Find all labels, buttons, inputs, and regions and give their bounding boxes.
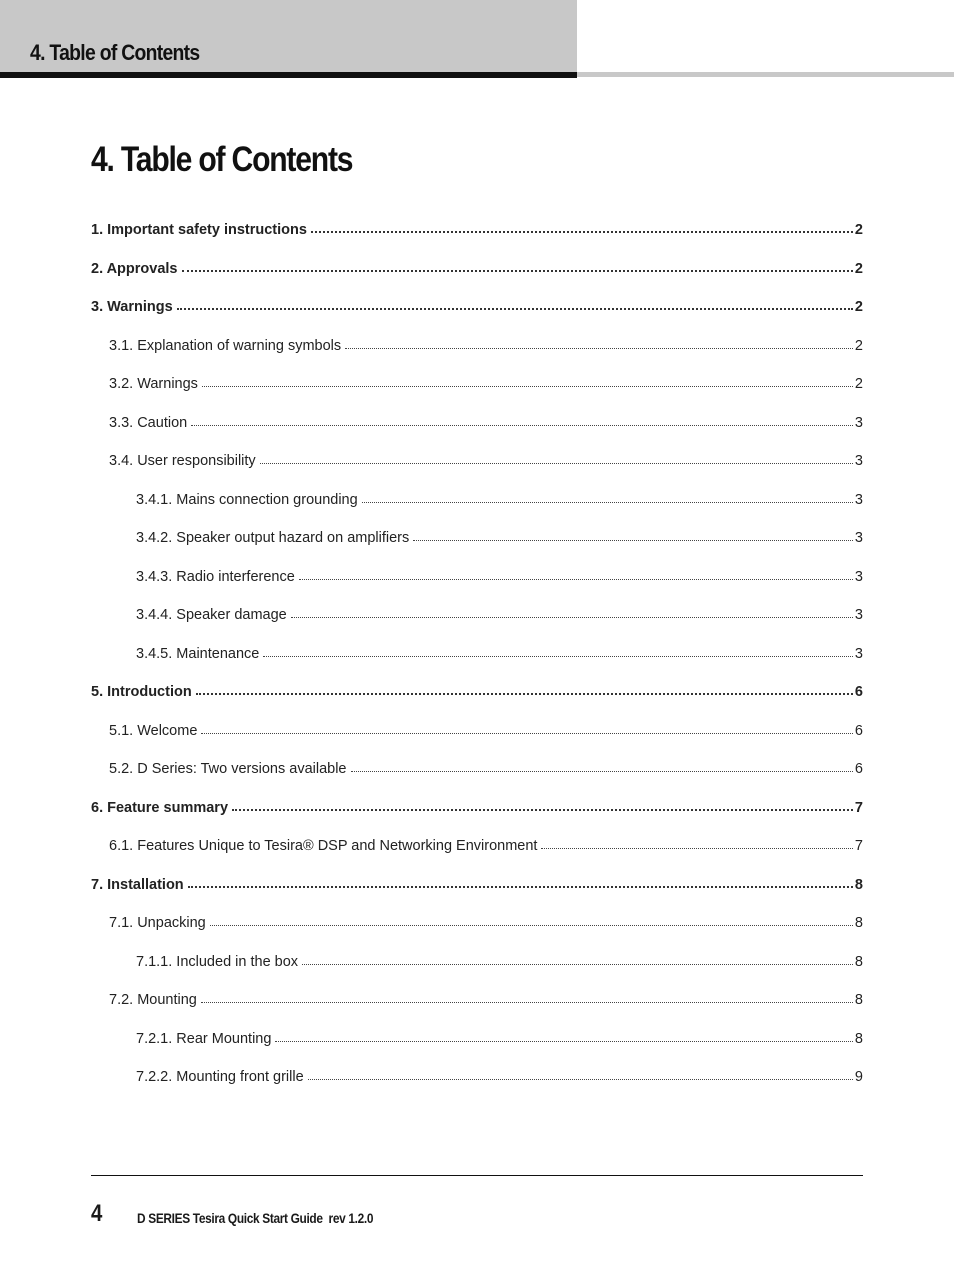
toc-entry-label: 2. Approvals <box>91 260 178 277</box>
header-section-title: 4. Table of Contents <box>30 40 200 65</box>
toc-entry-page: 6 <box>854 722 863 739</box>
toc-entry[interactable] <box>91 954 863 993</box>
toc-entry-label: 3.4.3. Radio interference <box>136 568 295 585</box>
toc-dot-leader <box>541 848 852 849</box>
toc-entry-page: 7 <box>854 838 863 854</box>
toc-entry[interactable] <box>91 299 863 338</box>
toc-entry-label: 3.4.4. Speaker damage <box>136 607 287 623</box>
toc-entry[interactable] <box>91 915 863 954</box>
toc-dot-leader <box>351 771 853 772</box>
toc-entry-label: 3.4.2. Speaker output hazard on amplifiers <box>136 530 410 546</box>
toc-entry[interactable] <box>91 261 863 300</box>
toc-dot-leader <box>345 348 853 349</box>
page-title: 4. Table of Contents <box>91 140 353 179</box>
toc-entry-page: 3 <box>854 568 863 585</box>
footer-page-number: 4 <box>91 1200 103 1227</box>
toc-entry-label: 7.2. Mounting <box>109 992 197 1008</box>
toc-entry-label: 7.2.1. Rear Mounting <box>136 1030 272 1047</box>
toc-entry-label: 6. Feature summary <box>91 799 229 816</box>
toc-entry[interactable] <box>91 838 863 877</box>
toc-entry-label: 3. Warnings <box>91 299 173 315</box>
toc-dot-leader <box>232 809 853 811</box>
toc-entry-label: 5.2. D Series: Two versions available <box>109 761 347 777</box>
toc-dot-leader <box>263 656 853 657</box>
toc-entry-page: 3 <box>854 414 863 431</box>
toc-entry-page: 3 <box>854 645 863 662</box>
toc-entry[interactable] <box>91 877 863 916</box>
toc-entry-page: 2 <box>854 299 863 315</box>
toc-entry-page: 8 <box>854 876 863 893</box>
toc-entry-label: 7. Installation <box>91 876 184 893</box>
toc-dot-leader <box>302 964 853 965</box>
toc-dot-leader <box>182 270 853 272</box>
toc-entry-page: 7 <box>854 799 863 816</box>
toc-dot-leader <box>201 1002 853 1003</box>
toc-entry[interactable] <box>91 338 863 377</box>
toc-entry[interactable] <box>91 800 863 839</box>
toc-entry-label: 7.2.2. Mounting front grille <box>136 1069 304 1085</box>
toc-entry[interactable] <box>91 1069 863 1108</box>
toc-entry-page: 8 <box>854 953 863 970</box>
toc-dot-leader <box>413 540 853 541</box>
toc-entry-page: 3 <box>854 530 863 546</box>
toc-entry[interactable] <box>91 607 863 646</box>
toc-entry-page: 6 <box>854 684 863 700</box>
footer-rule <box>91 1175 863 1176</box>
toc-entry-page: 8 <box>854 992 863 1008</box>
toc-dot-leader <box>260 463 853 464</box>
toc-entry-label: 3.3. Caution <box>109 414 188 431</box>
toc-entry-page: 2 <box>854 376 863 392</box>
toc-entry[interactable] <box>91 376 863 415</box>
toc-entry-page: 9 <box>854 1069 863 1085</box>
toc-entry[interactable] <box>91 222 863 261</box>
toc-entry-label: 5.1. Welcome <box>109 722 198 739</box>
table-of-contents <box>91 222 863 1108</box>
toc-entry-label: 3.4. User responsibility <box>109 453 256 469</box>
toc-entry-page: 3 <box>854 491 863 508</box>
toc-dot-leader <box>196 693 853 695</box>
footer-document-title: D SERIES Tesira Quick Start Guide rev 1.2.0 <box>137 1210 374 1226</box>
toc-dot-leader <box>201 733 853 734</box>
toc-dot-leader <box>362 502 853 503</box>
toc-entry-page: 8 <box>854 1030 863 1047</box>
toc-entry[interactable] <box>91 453 863 492</box>
toc-entry[interactable] <box>91 530 863 569</box>
toc-entry-label: 3.4.1. Mains connection grounding <box>136 491 358 508</box>
toc-entry[interactable] <box>91 415 863 454</box>
toc-dot-leader <box>299 579 853 580</box>
toc-entry[interactable] <box>91 646 863 685</box>
toc-dot-leader <box>308 1079 853 1080</box>
toc-entry[interactable] <box>91 492 863 531</box>
toc-entry-label: 3.1. Explanation of warning symbols <box>109 337 342 354</box>
toc-entry[interactable] <box>91 684 863 723</box>
toc-dot-leader <box>210 925 853 926</box>
toc-dot-leader <box>311 231 853 233</box>
header-rule-dark <box>0 72 577 78</box>
toc-entry[interactable] <box>91 761 863 800</box>
toc-entry-label: 6.1. Features Unique to Tesira® DSP and Networking Environment <box>109 838 538 854</box>
toc-entry[interactable] <box>91 723 863 762</box>
toc-dot-leader <box>177 308 853 310</box>
toc-dot-leader <box>275 1041 853 1042</box>
toc-entry[interactable] <box>91 992 863 1031</box>
toc-entry-page: 2 <box>854 260 863 277</box>
toc-entry-label: 5. Introduction <box>91 684 192 700</box>
toc-entry-page: 3 <box>854 607 863 623</box>
toc-entry-label: 3.4.5. Maintenance <box>136 645 260 662</box>
toc-dot-leader <box>202 386 853 387</box>
toc-entry-page: 2 <box>854 222 863 238</box>
toc-entry-label: 1. Important safety instructions <box>91 222 307 238</box>
toc-entry[interactable] <box>91 569 863 608</box>
toc-entry-page: 6 <box>854 761 863 777</box>
toc-dot-leader <box>188 886 853 888</box>
toc-entry-label: 7.1.1. Included in the box <box>136 953 299 970</box>
toc-dot-leader <box>191 425 853 426</box>
toc-entry-page: 2 <box>854 337 863 354</box>
toc-entry-label: 7.1. Unpacking <box>109 915 206 931</box>
toc-dot-leader <box>291 617 853 618</box>
toc-entry-label: 3.2. Warnings <box>109 376 198 392</box>
toc-entry[interactable] <box>91 1031 863 1070</box>
header-rule-light <box>577 72 954 77</box>
toc-entry-page: 8 <box>854 915 863 931</box>
toc-entry-page: 3 <box>854 453 863 469</box>
